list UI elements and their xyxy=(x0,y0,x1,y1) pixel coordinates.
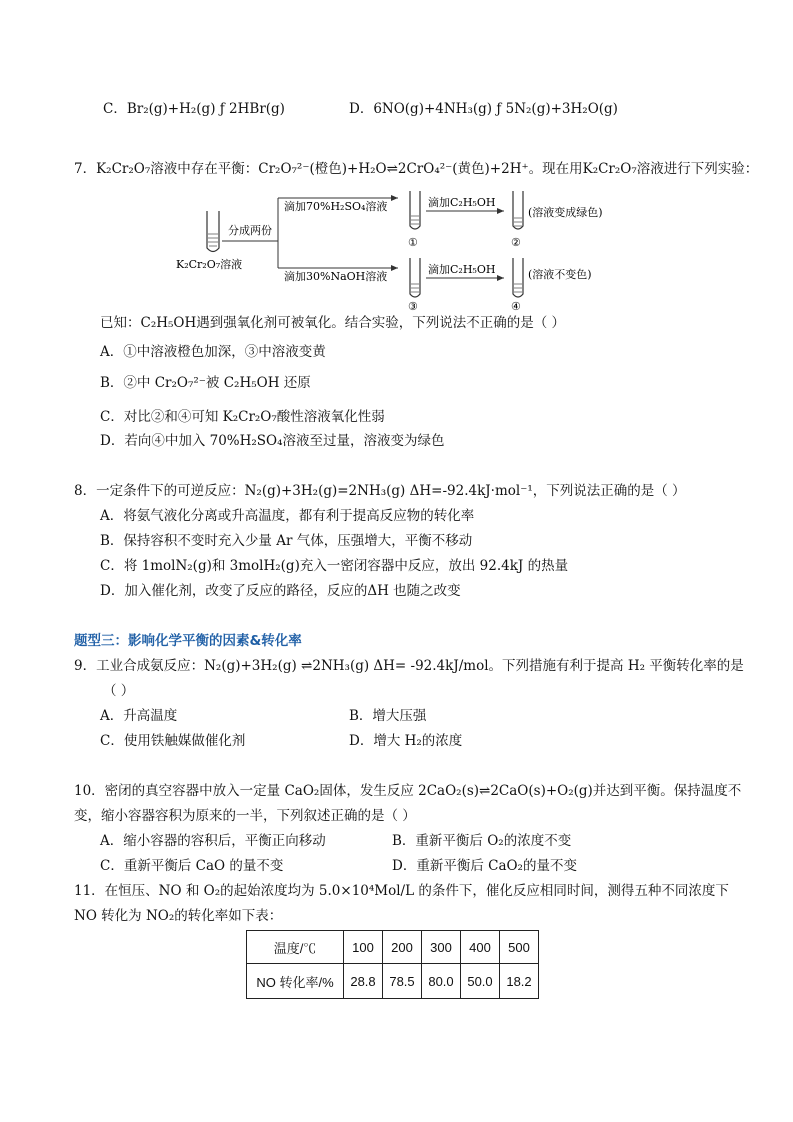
table-row xyxy=(247,964,539,999)
q10-option-c: C．重新平衡后 CaO 的量不变 xyxy=(100,858,284,874)
q10-stem-line2: 变，缩小容器容积为原来的一半，下列叙述正确的是（ ） xyxy=(74,808,416,824)
tube-3-label: ③ xyxy=(408,300,418,313)
tube-4-label: ④ xyxy=(511,300,521,313)
q10-option-a: A．缩小容器的容积后，平衡正向移动 xyxy=(100,833,326,849)
q7-known: 已知：C₂H₅OH遇到强氧化剂可被氧化。结合实验，下列说法不正确的是（ ） xyxy=(100,315,566,331)
q7-stem: 7．K₂Cr₂O₇溶液中存在平衡：Cr₂O₇²⁻(橙色)+H₂O⇌2CrO₄²⁻(黄色)+2H⁺。现在用K₂Cr₂O₇溶液进行下列实验： xyxy=(74,161,759,177)
q8-option-c: C．将 1molN₂(g)和 3molH₂(g)充入一密闭容器中反应，放出 92.4kJ 的热量 xyxy=(100,558,569,574)
table-cell: 100 xyxy=(344,931,383,964)
q9-paren: （ ） xyxy=(103,683,135,699)
tube-1-icon xyxy=(410,191,420,229)
diagram-result-bottom: (溶液不变色) xyxy=(528,268,592,281)
experiment-diagram xyxy=(170,186,620,314)
diagram-step2-top: 滴加C₂H₅OH xyxy=(428,196,496,209)
tube-2-icon xyxy=(513,191,523,229)
q9-option-b: B．增大压强 xyxy=(349,708,427,724)
q9-stem: 9．工业合成氨反应：N₂(g)+3H₂(g) ⇌2NH₃(g) ΔH= -92.4kJ/mol。下列措施有利于提高 H₂ 平衡转化率的是 xyxy=(74,658,744,674)
table-cell: 200 xyxy=(383,931,422,964)
table-cell: 18.2 xyxy=(500,964,539,999)
q7-option-a: A．①中溶液橙色加深，③中溶液变黄 xyxy=(100,344,326,360)
q7-option-b: B．②中 Cr₂O₇²⁻被 C₂H₅OH 还原 xyxy=(100,375,311,391)
q9-option-a: A．升高温度 xyxy=(100,708,178,724)
table-cell: 400 xyxy=(461,931,500,964)
tube-1-label: ① xyxy=(408,236,418,249)
q6-option-d: D．6NO(g)+4NH₃(g) ƒ 5N₂(g)+3H₂O(g) xyxy=(349,101,618,117)
table-cell: 50.0 xyxy=(461,964,500,999)
section-heading: 题型三：影响化学平衡的因素&转化率 xyxy=(74,633,302,649)
tube-4-icon xyxy=(513,258,523,297)
diagram-result-top: (溶液变成绿色) xyxy=(528,206,603,219)
q10-stem-line1: 10．密闭的真空容器中放入一定量 CaO₂固体，发生反应 2CaO₂(s)⇌2CaO(s)+O₂(g)并达到平衡。保持温度不 xyxy=(74,783,742,799)
table-row xyxy=(247,931,539,964)
table-cell: 300 xyxy=(422,931,461,964)
q8-option-d: D．加入催化剂，改变了反应的路径，反应的ΔH 也随之改变 xyxy=(100,583,461,599)
q8-option-b: B．保持容积不变时充入少量 Ar 气体，压强增大，平衡不移动 xyxy=(100,533,473,549)
diagram-split-label: 分成两份 xyxy=(228,224,272,237)
table-cell: 80.0 xyxy=(422,964,461,999)
q8-stem: 8．一定条件下的可逆反应：N₂(g)+3H₂(g)=2NH₃(g) ΔH=-92.4kJ·mol⁻¹，下列说法正确的是（ ） xyxy=(74,483,686,499)
q7-option-c: C．对比②和④可知 K₂Cr₂O₇酸性溶液氧化性弱 xyxy=(100,409,385,425)
q6-option-c: C．Br₂(g)+H₂(g) ƒ 2HBr(g) xyxy=(103,101,285,117)
diagram-step1-top: 滴加70%H₂SO₄溶液 xyxy=(284,200,388,213)
q10-option-d: D．重新平衡后 CaO₂的量不变 xyxy=(392,858,577,874)
table-cell: 500 xyxy=(500,931,539,964)
q7-option-d: D．若向④中加入 70%H₂SO₄溶液至过量，溶液变为绿色 xyxy=(100,433,445,449)
diagram-step1-bottom: 滴加30%NaOH溶液 xyxy=(284,270,388,283)
tube-3-icon xyxy=(410,258,420,297)
q11-stem-line1: 11．在恒压、NO 和 O₂的起始浓度均为 5.0×10⁴Mol/L 的条件下，催化反应相同时间，测得五种不同浓度下 xyxy=(74,883,729,899)
source-test-tube-icon xyxy=(207,211,219,252)
tube-2-label: ② xyxy=(511,236,521,249)
q10-option-b: B．重新平衡后 O₂的浓度不变 xyxy=(392,833,572,849)
q9-option-c: C．使用铁触媒做催化剂 xyxy=(100,733,246,749)
conversion-table xyxy=(246,930,539,999)
table-cell: 78.5 xyxy=(383,964,422,999)
table-header-conversion: NO 转化率/% xyxy=(247,964,344,999)
table-cell: 28.8 xyxy=(344,964,383,999)
table-header-temperature: 温度/℃ xyxy=(247,931,344,964)
diagram-reagent-label: K₂Cr₂O₇溶液 xyxy=(176,258,243,271)
diagram-step2-bottom: 滴加C₂H₅OH xyxy=(428,263,496,276)
q9-option-d: D．增大 H₂的浓度 xyxy=(349,733,463,749)
q11-stem-line2: NO 转化为 NO₂的转化率如下表： xyxy=(74,908,283,924)
q8-option-a: A．将氨气液化分离或升高温度，都有利于提高反应物的转化率 xyxy=(100,508,475,524)
